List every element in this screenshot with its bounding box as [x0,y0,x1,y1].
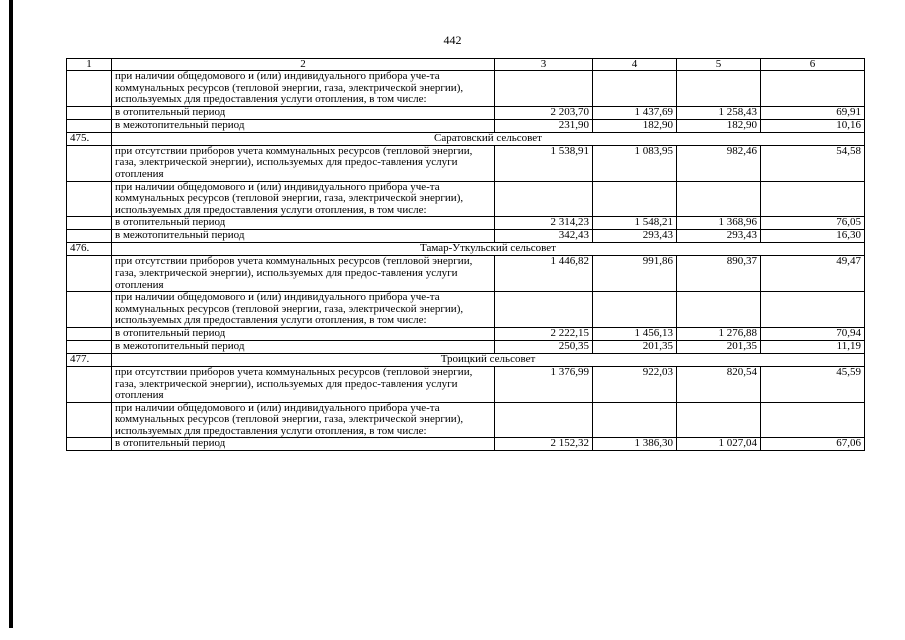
value-col-5: 201,35 [677,340,761,353]
table-row [67,230,865,243]
value-col-5: 820,54 [677,366,761,402]
value-col-5 [677,181,761,217]
value-col-3 [495,402,593,438]
value-col-3: 2 203,70 [495,106,593,119]
value-col-4: 1 548,21 [593,217,677,230]
page-number: 442 [443,33,462,47]
value-col-3: 250,35 [495,340,593,353]
value-col-5 [677,71,761,107]
row-description: в межотопительный период [112,119,495,132]
row-number [67,119,112,132]
header-cell-3: 3 [495,59,593,71]
value-col-6: 76,05 [761,217,865,230]
value-col-6: 70,94 [761,327,865,340]
value-col-3: 2 152,32 [495,438,593,451]
value-col-6: 11,19 [761,340,865,353]
row-number [67,181,112,217]
value-col-3 [495,71,593,107]
table-row [67,340,865,353]
value-col-4: 922,03 [593,366,677,402]
value-col-6: 67,06 [761,438,865,451]
row-number [67,71,112,107]
value-col-5: 293,43 [677,230,761,243]
row-number: 476. [67,243,112,256]
table-row [67,438,865,451]
value-col-5: 982,46 [677,145,761,181]
row-description: в межотопительный период [112,230,495,243]
row-number: 477. [67,353,112,366]
row-description: в отопительный период [112,106,495,119]
row-number [67,106,112,119]
row-number: 475. [67,132,112,145]
row-description: при отсутствии приборов учета коммунальных ресурсов (тепловой энергии, газа, электрической энергии), используемых для предос-тавления услуги отопления [112,256,495,292]
value-col-4 [593,181,677,217]
section-row [67,132,865,145]
tariff-table [66,58,865,451]
value-col-5: 1 368,96 [677,217,761,230]
value-col-5: 1 276,88 [677,327,761,340]
row-number [67,145,112,181]
header-cell-2: 2 [112,59,495,71]
value-col-6 [761,292,865,328]
table-row [67,119,865,132]
row-number [67,230,112,243]
row-description: при наличии общедомового и (или) индивидуального прибора уче-та коммунальных ресурсов (тепловой энергии, газа, электрической энергии), используемых для предоставления услуги отопления, в том числе: [112,71,495,107]
table-header-row [67,59,865,71]
value-col-3: 1 446,82 [495,256,593,292]
value-col-5 [677,402,761,438]
value-col-6: 49,47 [761,256,865,292]
row-number [67,217,112,230]
table-row [67,71,865,107]
value-col-4: 182,90 [593,119,677,132]
section-row [67,353,865,366]
row-number [67,366,112,402]
row-number [67,438,112,451]
value-col-6 [761,181,865,217]
scan-edge-bar [9,0,13,628]
value-col-4: 201,35 [593,340,677,353]
value-col-6: 10,16 [761,119,865,132]
header-cell-5: 5 [677,59,761,71]
table-row [67,292,865,328]
value-col-5 [677,292,761,328]
table-row [67,366,865,402]
table-row [67,145,865,181]
table-row [67,106,865,119]
value-col-3: 1 538,91 [495,145,593,181]
value-col-3: 2 314,23 [495,217,593,230]
row-number [67,256,112,292]
value-col-4: 1 456,13 [593,327,677,340]
row-description: в отопительный период [112,327,495,340]
value-col-6 [761,71,865,107]
value-col-3: 231,90 [495,119,593,132]
row-description: в отопительный период [112,217,495,230]
table-row [67,327,865,340]
value-col-6: 54,58 [761,145,865,181]
table-body [67,59,865,451]
value-col-6: 45,59 [761,366,865,402]
header-cell-4: 4 [593,59,677,71]
row-description: в отопительный период [112,438,495,451]
value-col-4: 991,86 [593,256,677,292]
value-col-4: 1 083,95 [593,145,677,181]
value-col-3: 2 222,15 [495,327,593,340]
value-col-5: 1 027,04 [677,438,761,451]
table-row [67,181,865,217]
value-col-4: 1 437,69 [593,106,677,119]
row-number [67,327,112,340]
value-col-3: 1 376,99 [495,366,593,402]
header-cell-6: 6 [761,59,865,71]
section-title: Саратовский сельсовет [112,132,865,145]
value-col-4: 293,43 [593,230,677,243]
row-description: при наличии общедомового и (или) индивидуального прибора уче-та коммунальных ресурсов (тепловой энергии, газа, электрической энергии), используемых для предоставления услуги отопления, в том числе: [112,181,495,217]
value-col-6: 16,30 [761,230,865,243]
value-col-3 [495,292,593,328]
value-col-3 [495,181,593,217]
value-col-4 [593,292,677,328]
value-col-4: 1 386,30 [593,438,677,451]
header-cell-1: 1 [67,59,112,71]
section-row [67,243,865,256]
row-description: при отсутствии приборов учета коммунальных ресурсов (тепловой энергии, газа, электрической энергии), используемых для предос-тавления услуги отопления [112,145,495,181]
row-number [67,340,112,353]
value-col-5: 890,37 [677,256,761,292]
row-number [67,402,112,438]
value-col-5: 182,90 [677,119,761,132]
section-title: Тамар-Уткульский сельсовет [112,243,865,256]
table-row [67,256,865,292]
section-title: Троицкий сельсовет [112,353,865,366]
value-col-4 [593,402,677,438]
row-description: при наличии общедомового и (или) индивидуального прибора уче-та коммунальных ресурсов (тепловой энергии, газа, электрической энергии), используемых для предоставления услуги отопления, в том числе: [112,292,495,328]
value-col-5: 1 258,43 [677,106,761,119]
row-description: при наличии общедомового и (или) индивидуального прибора уче-та коммунальных ресурсов (тепловой энергии, газа, электрической энергии), используемых для предоставления услуги отопления, в том числе: [112,402,495,438]
value-col-4 [593,71,677,107]
value-col-3: 342,43 [495,230,593,243]
row-description: при отсутствии приборов учета коммунальных ресурсов (тепловой энергии, газа, электрической энергии), используемых для предос-тавления услуги отопления [112,366,495,402]
table-row [67,402,865,438]
row-number [67,292,112,328]
row-description: в межотопительный период [112,340,495,353]
value-col-6 [761,402,865,438]
table-row [67,217,865,230]
value-col-6: 69,91 [761,106,865,119]
